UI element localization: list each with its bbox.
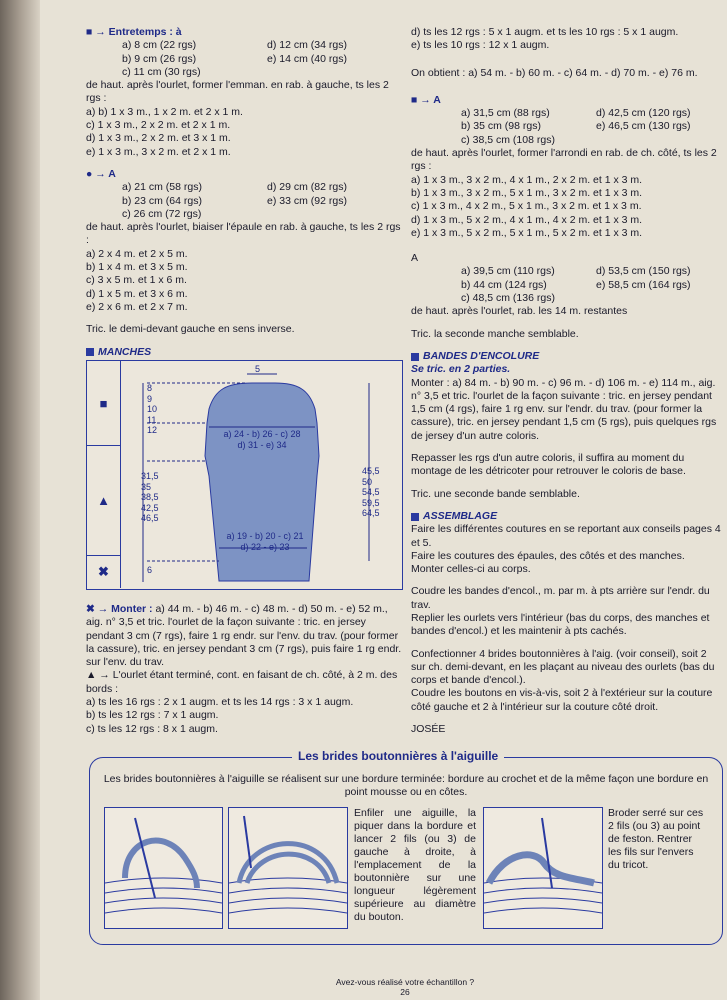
top-width-label: 5 — [255, 364, 261, 374]
signature: JOSÉE — [411, 723, 446, 736]
epaule-note: Tric. le demi-devant gauche en sens inverse. — [86, 323, 295, 336]
assemblage-p7: Coudre les boutons en vis-à-vis, soit 2 à l'extérieur sur la couture côté gauche et 2 à l'intérieur sur la couture côté droit. — [411, 687, 713, 713]
arrondi-line: d) 1 x 3 m., 5 x 2 m., 4 x 1 m., 4 x 2 m. et 1 x 3 m. — [411, 213, 643, 226]
sleeve-shape — [87, 361, 402, 589]
monter-text: a) 44 m. - b) 46 m. - c) 48 m. - d) 50 m. - e) 52 m., aig. n° 3,5 et tric. l'ourlet de la façon suivante : tric. en jersey pendant 3 cm (7 rgs), faire 1 rg endr. sur l'env. du trav. (pour former la cassure), tric. en jersey pendant 3 cm (7 rgs), puis faire 1 rg endr. sur l'env. du trav. — [86, 603, 402, 669]
height-value: 50 — [362, 476, 373, 487]
size-e: e) 46,5 cm (130 rgs) — [596, 120, 691, 133]
rabattre-note: Tric. la seconde manche semblable. — [411, 327, 579, 340]
left-column — [86, 26, 404, 359]
ourlet-line: a) ts les 16 rgs : 2 x 1 augm. et ts les 14 rgs : 3 x 1 augm. — [86, 696, 354, 709]
rabattre-sizes — [411, 265, 723, 305]
bandes-text2: Repasser les rgs d'un autre coloris, il suffira au moment du montage de les détricoter pour retrouver le coloris de base. — [411, 452, 686, 478]
height-label — [362, 466, 380, 519]
assemblage-p6: Confectionner 4 brides boutonnières à l'aig. (voir conseil), soit 2 sur ch. demi-devant, en les plaçant au niveau des ourlets (bas du corps et bande d'encol.). — [411, 647, 715, 687]
left-column-bottom — [86, 603, 404, 736]
epaule-block — [86, 168, 404, 337]
square-bullet-icon — [86, 348, 94, 356]
manches-title: MANCHES — [98, 345, 152, 358]
obtient-text: On obtient : a) 54 m. - b) 60 m. - c) 64 m. - d) 70 m. - e) 76 m. — [411, 66, 698, 79]
bandes-text3: Tric. une seconde bande semblable. — [411, 487, 580, 500]
illustration-step2 — [483, 807, 603, 929]
row-label: 12 — [147, 425, 158, 435]
assemblage-block — [411, 510, 723, 736]
brides-title: Les brides boutonnières à l'aiguille — [292, 749, 504, 763]
augm-line: d) ts les 12 rgs : 5 x 1 augm. et ts les 10 rgs : 5 x 1 augm. — [411, 26, 679, 38]
upper-width-label — [207, 429, 317, 450]
size-a: a) 21 cm (58 rgs) — [122, 181, 202, 194]
assemblage-p5: Replier les ourlets vers l'intérieur (bas du corps, des manches et bandes d'encol.) et les maintenir à pts cachés. — [411, 611, 710, 638]
arrondi-block — [411, 94, 723, 240]
size-b: b) 23 cm (64 rgs) — [122, 194, 202, 207]
row-label: 8 — [147, 383, 153, 393]
lower-width-label — [215, 531, 315, 552]
arrondi-sizes — [411, 107, 723, 147]
row-label: 10 — [147, 404, 158, 414]
row-label: 38,5 — [141, 492, 159, 502]
arrondi-line: e) 1 x 3 m., 5 x 2 m., 5 x 1 m., 5 x 2 m. et 1 x 3 m. — [411, 226, 643, 239]
assemblage-p2: Faire les coutures des épaules, des côtés et des manches. — [411, 549, 685, 562]
epaule-text: de haut. après l'ourlet, biaiser l'épaule en rab. à gauche, ts les 2 rgs : — [86, 221, 401, 247]
square-rows-label — [147, 383, 157, 436]
row-label: 46,5 — [141, 513, 159, 523]
assemblage-heading — [411, 510, 723, 523]
size-a: a) 8 cm (22 rgs) — [122, 39, 197, 52]
assemblage-p3: Monter celles-ci au corps. — [411, 563, 531, 576]
arrondi-text: de haut. après l'ourlet, former l'arrondi en rab. de ch. côté, ts les 2 rgs : — [411, 147, 717, 173]
row-label: 35 — [141, 481, 152, 492]
size-b: b) 9 cm (26 rgs) — [122, 52, 197, 65]
ourlet-line: c) ts les 12 rgs : 8 x 1 augm. — [86, 722, 218, 735]
lower-width-line: d) 22 - e) 23 — [240, 541, 290, 552]
arrondi-line: c) 1 x 3 m., 4 x 2 m., 5 x 1 m., 3 x 2 m. et 1 x 3 m. — [411, 200, 642, 213]
arrondi-line: a) 1 x 3 m., 3 x 2 m., 4 x 1 m., 2 x 2 m. et 1 x 3 m. — [411, 173, 643, 186]
page-number: 26 — [400, 987, 410, 997]
loops-icon — [229, 808, 347, 928]
rabattre-block — [411, 252, 723, 341]
ourlet-line: b) ts les 12 rgs : 7 x 1 augm. — [86, 709, 219, 722]
monter-heading: ✖ → Monter : — [86, 603, 153, 615]
brides-step1-text: Enfiler une aiguille, la piquer dans la bordure et lancer 2 fils (ou 3) de gauche à droite, à l'emplacement de la boutonnière sur une longueur légèrement supérieure au diamètre du bouton. — [354, 807, 476, 923]
epaule-line: b) 1 x 4 m. et 3 x 5 m. — [86, 261, 188, 274]
monter-block — [86, 603, 404, 669]
size-a: a) 31,5 cm (88 rgs) — [461, 107, 550, 120]
bandes-block — [411, 350, 723, 501]
size-d: d) 29 cm (82 rgs) — [267, 181, 347, 194]
row-label: 42,5 — [141, 502, 159, 513]
height-value: 64,5 — [362, 508, 380, 518]
entretemps-text: de haut. après l'ourlet, former l'emman. en rab. à gauche, ts les 2 rgs : — [86, 79, 389, 105]
ourlet-text: ▲ → L'ourlet étant terminé, cont. en faisant de ch. côté, à 2 m. des bords : — [86, 669, 398, 695]
square-bullet-icon — [411, 353, 419, 361]
height-value: 54,5 — [362, 487, 380, 497]
entretemps-line: d) 1 x 3 m., 2 x 2 m. et 3 x 1 m. — [86, 132, 231, 145]
arrondi-line: b) 1 x 3 m., 3 x 2 m., 5 x 1 m., 3 x 2 m. et 1 x 3 m. — [411, 186, 643, 199]
upper-width-line: a) 24 - b) 26 - c) 28 — [223, 429, 301, 439]
entretemps-line: e) 1 x 3 m., 3 x 2 m. et 2 x 1 m. — [86, 145, 231, 158]
row-label: 31,5 — [141, 471, 159, 481]
epaule-line: e) 2 x 6 m. et 2 x 7 m. — [86, 300, 188, 313]
assemblage-p4: Coudre les bandes d'encol., m. par m. à pts arrière sur l'endr. du trav. — [411, 585, 710, 611]
footer — [330, 977, 480, 997]
page-binding-shadow — [0, 0, 40, 1000]
epaule-line: c) 3 x 5 m. et 1 x 6 m. — [86, 274, 187, 287]
height-value: 45,5 — [362, 466, 380, 476]
size-a: a) 39,5 cm (110 rgs) — [461, 265, 555, 278]
arrondi-heading: ■ → A — [411, 93, 441, 106]
size-e: e) 14 cm (40 rgs) — [267, 52, 347, 65]
assemblage-p1: Faire les différentes coutures en se reportant aux conseils pages 4 et 5. — [411, 523, 721, 549]
epaule-line: a) 2 x 4 m. et 2 x 5 m. — [86, 247, 188, 260]
manches-heading — [86, 346, 404, 359]
size-c: c) 38,5 cm (108 rgs) — [461, 133, 555, 146]
bandes-subtitle: Se tric. en 2 parties. — [411, 363, 511, 376]
row-label: 11 — [147, 414, 157, 425]
illustration-step1b — [228, 807, 348, 929]
entretemps-heading: ■ → Entretemps : à — [86, 26, 182, 38]
sleeve-diagram — [86, 360, 403, 590]
size-c: c) 48,5 cm (136 rgs) — [461, 292, 555, 305]
entretemps-line: a) b) 1 x 3 m., 1 x 2 m. et 2 x 1 m. — [86, 105, 243, 118]
size-c: c) 26 cm (72 rgs) — [122, 207, 202, 220]
bandes-text: Monter : a) 84 m. - b) 90 m. - c) 96 m. - d) 106 m. - e) 114 m., aig. n° 3,5 et tric. l'ourlet de la façon suivante : tric. en jersey pendant 1,5 cm (4 rgs), faire 1 rg env. sur l'endr. du trav. (pour former la cassure), tric. en jersey pendant 1,5 cm (5 rgs), puis quelques rgs de jersey d'un autre coloris. — [411, 376, 717, 442]
row-label: 9 — [147, 393, 153, 404]
square-marker-icon: ■ — [87, 361, 121, 446]
bandes-heading — [411, 350, 723, 363]
size-d: d) 12 cm (34 rgs) — [267, 39, 347, 52]
entretemps-sizes — [86, 39, 404, 79]
upper-width-line: d) 31 - e) 34 — [237, 439, 287, 450]
entretemps-line: c) 1 x 3 m., 2 x 2 m. et 2 x 1 m. — [86, 119, 231, 132]
epaule-line: d) 1 x 5 m. et 3 x 6 m. — [86, 287, 188, 300]
bandes-title: BANDES D'ENCOLURE — [423, 349, 540, 362]
epaule-sizes — [86, 181, 404, 221]
square-bullet-icon — [411, 513, 419, 521]
feston-stitch-icon — [484, 808, 602, 928]
augm-line: e) ts les 10 rgs : 12 x 1 augm. — [411, 39, 550, 52]
right-column — [411, 26, 723, 745]
size-d: d) 42,5 cm (120 rgs) — [596, 107, 691, 120]
triangle-marker-icon: ▲ — [87, 445, 121, 556]
illustration-step1a — [104, 807, 223, 929]
size-b: b) 44 cm (124 rgs) — [461, 278, 547, 291]
assemblage-title: ASSEMBLAGE — [423, 509, 498, 522]
height-value: 59,5 — [362, 497, 380, 508]
footer-question: Avez-vous réalisé votre échantillon ? — [335, 977, 475, 987]
rabattre-heading: A — [411, 252, 419, 265]
epaule-heading: ● → A — [86, 167, 116, 180]
needle-threading-icon — [105, 808, 222, 928]
size-b: b) 35 cm (98 rgs) — [461, 120, 541, 133]
bottom-height-label: 6 — [147, 565, 153, 575]
brides-step2-text: Broder serré sur ces 2 fils (ou 3) au point de feston. Rentrer les fils sur l'envers du tricot. — [608, 807, 704, 871]
cross-marker-icon: ✖ — [87, 555, 121, 588]
augm-continuation — [411, 26, 723, 53]
lower-width-line: a) 19 - b) 20 - c) 21 — [226, 531, 304, 541]
size-c: c) 11 cm (30 rgs) — [122, 65, 201, 78]
rabattre-text: de haut. après l'ourlet, rab. les 14 m. restantes — [411, 305, 628, 318]
size-d: d) 53,5 cm (150 rgs) — [596, 265, 691, 278]
size-e: e) 58,5 cm (164 rgs) — [596, 278, 691, 291]
size-e: e) 33 cm (92 rgs) — [267, 194, 347, 207]
triangle-rows-label — [141, 471, 159, 524]
entretemps-block — [86, 26, 404, 159]
brides-intro: Les brides boutonnières à l'aiguille se réalisent sur une bordure terminée: bordure au crochet et de la même façon une bordure en point mousse ou en côtes. — [103, 773, 709, 798]
